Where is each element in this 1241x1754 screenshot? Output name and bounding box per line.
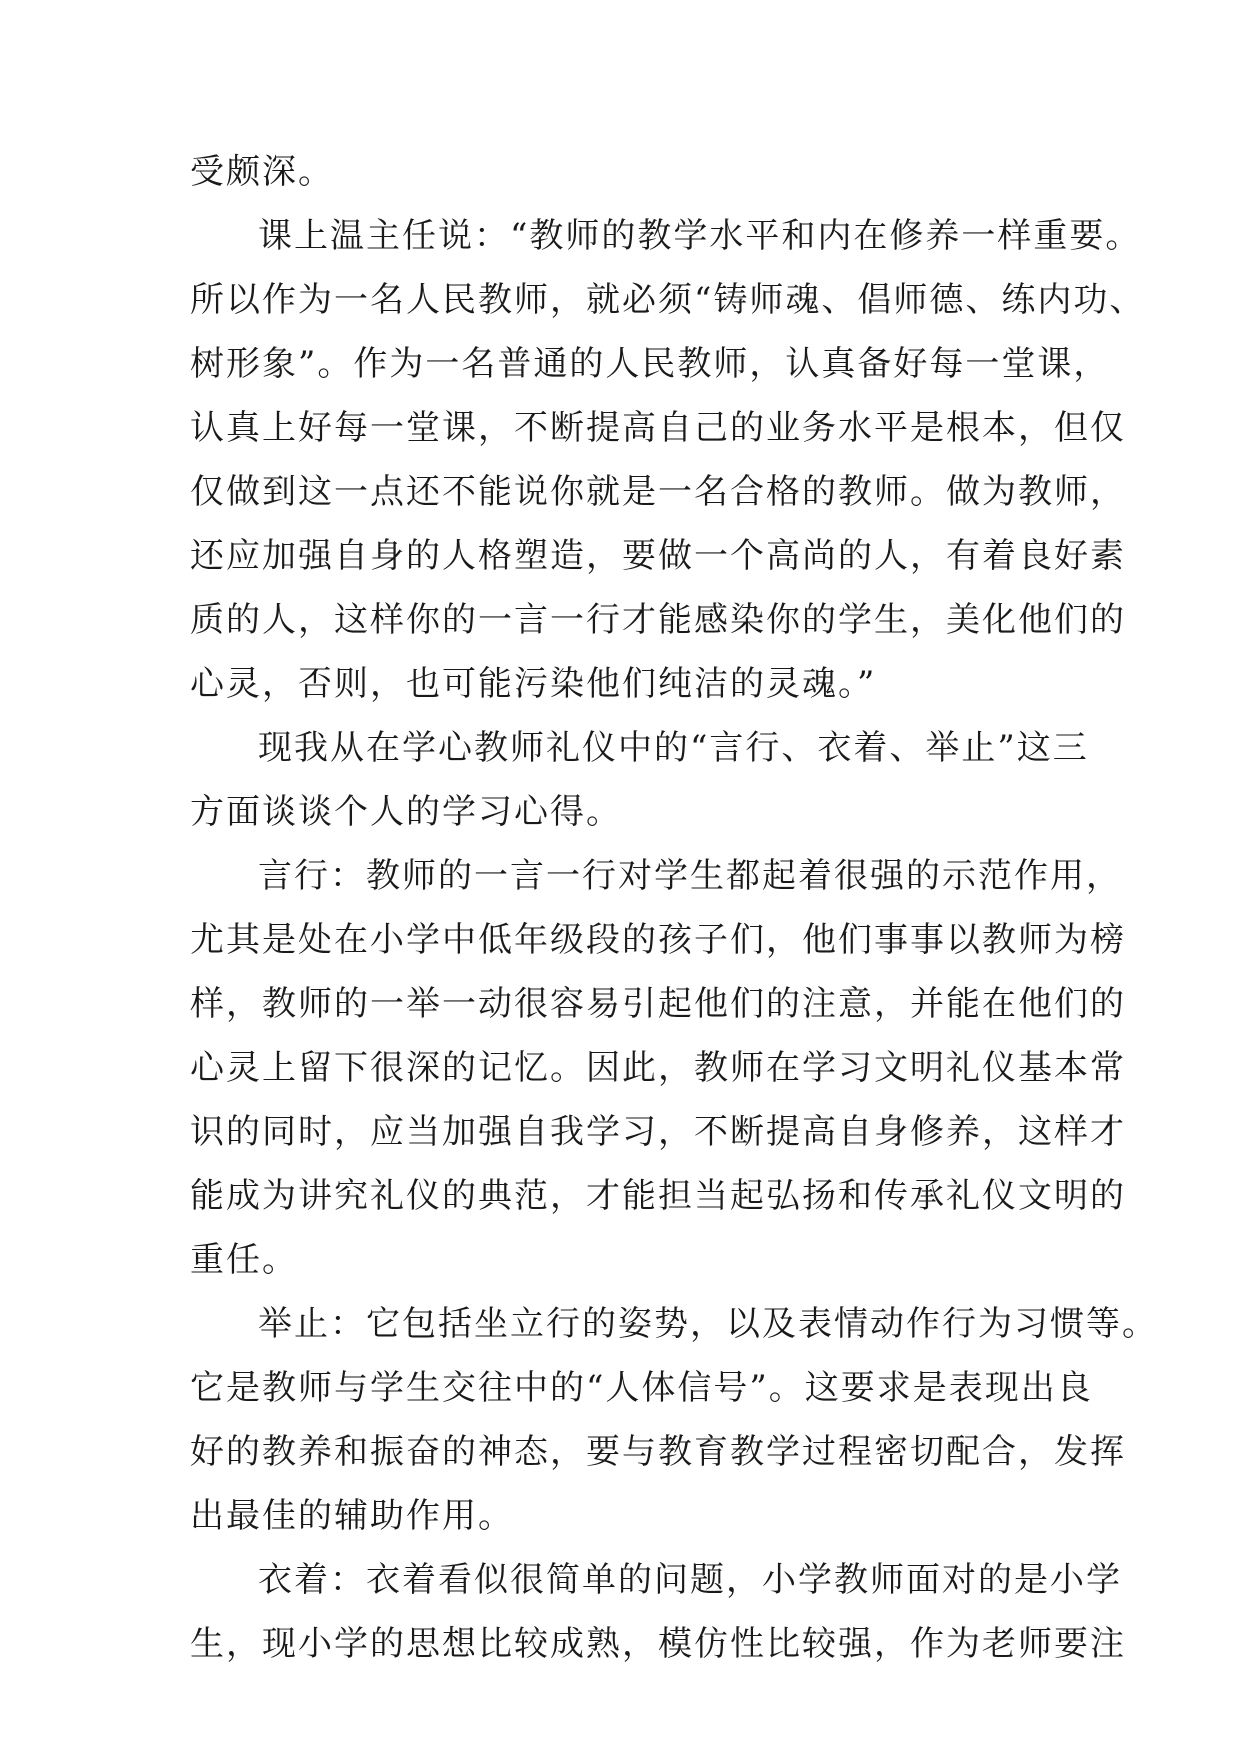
text-line: 还应加强自身的人格塑造，要做一个高尚的人，有着良好素 <box>190 536 1126 576</box>
text-line: 重任。 <box>190 1240 298 1280</box>
text-line: 现我从在学心教师礼仪中的“言行、衣着、举止”这三 <box>258 728 1089 768</box>
text-line: 尤其是处在小学中低年级段的孩子们，他们事事以教师为榜 <box>190 920 1126 960</box>
text-line: 树形象”。作为一名普通的人民教师，认真备好每一堂课， <box>190 344 1110 384</box>
text-line: 认真上好每一堂课，不断提高自己的业务水平是根本，但仅 <box>190 408 1126 448</box>
text-line: 所以作为一名人民教师，就必须“铸师魂、倡师德、练内功、 <box>190 280 1146 320</box>
text-line: 出最佳的辅助作用。 <box>190 1496 514 1536</box>
text-line: 方面谈谈个人的学习心得。 <box>190 792 622 832</box>
text-line: 识的同时，应当加强自我学习，不断提高自身修养，这样才 <box>190 1112 1126 1152</box>
text-line: 样，教师的一举一动很容易引起他们的注意，并能在他们的 <box>190 984 1126 1024</box>
document-body <box>190 140 1158 1676</box>
text-line: 质的人，这样你的一言一行才能感染你的学生，美化他们的 <box>190 600 1126 640</box>
text-line: 它是教师与学生交往中的“人体信号”。这要求是表现出良 <box>190 1368 1093 1408</box>
text-line: 能成为讲究礼仪的典范，才能担当起弘扬和传承礼仪文明的 <box>190 1176 1126 1216</box>
text-line: 心灵上留下很深的记忆。因此，教师在学习文明礼仪基本常 <box>190 1048 1126 1088</box>
text-line: 衣着：衣着看似很简单的问题，小学教师面对的是小学 <box>258 1560 1122 1600</box>
text-line: 课上温主任说：“教师的教学水平和内在修养一样重要。 <box>258 216 1142 256</box>
text-line: 仅做到这一点还不能说你就是一名合格的教师。做为教师， <box>190 472 1126 512</box>
text-line: 举止：它包括坐立行的姿势，以及表情动作行为习惯等。 <box>258 1304 1158 1344</box>
text-line: 好的教养和振奋的神态，要与教育教学过程密切配合，发挥 <box>190 1432 1126 1472</box>
text-line: 受颇深。 <box>190 152 334 192</box>
text-line: 生，现小学的思想比较成熟，模仿性比较强，作为老师要注 <box>190 1624 1126 1664</box>
text-line: 言行：教师的一言一行对学生都起着很强的示范作用， <box>258 856 1122 896</box>
text-line: 心灵，否则，也可能污染他们纯洁的灵魂。” <box>190 664 877 704</box>
